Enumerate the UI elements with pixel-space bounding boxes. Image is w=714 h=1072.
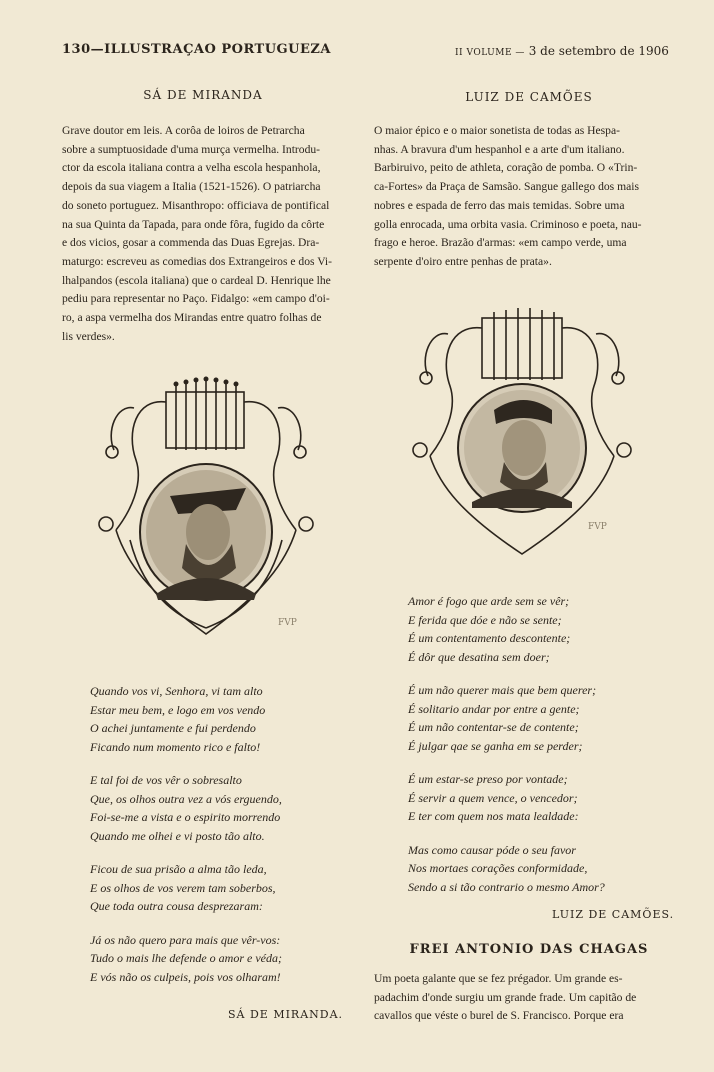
prose-line: na sua Quinta da Tapada, para onde fôra, fugido da côrte <box>62 217 325 231</box>
poem-line: É um não querer mais que bem querer; <box>408 683 597 697</box>
prose-line: sobre a sumptuosidade d'uma murça vermelha. Introdu- <box>62 142 321 156</box>
poem-line: Ficou de sua prisão a alma tão leda, <box>90 862 267 876</box>
sa-de-miranda-lyre-portrait <box>86 372 326 640</box>
prose-line: Grave doutor em leis. A corôa de loiros de Petrarcha <box>62 124 305 137</box>
prose-line: nobres e espada de ferro das mais temidas. Sobre uma <box>374 198 625 212</box>
left-prose <box>62 122 344 346</box>
header-title: 130—ILLUSTRAÇAO PORTUGUEZA <box>62 42 331 57</box>
left-title: SÁ DE MIRANDA <box>143 88 263 102</box>
poem-line: É julgar qae se ganha em se perder; <box>408 738 583 753</box>
poem-line: Ficando num momento rico e falto! <box>90 739 261 754</box>
prose-line: golla enrocada, uma orbita vasia. Criminoso e poeta, nau- <box>374 217 642 231</box>
prose-line: pediu para representar no Paço. Fidalgo: «em campo d'oi- <box>62 292 330 306</box>
poem-line: E tal foi de vos vêr o sobresalto <box>90 773 242 787</box>
left-signature: SÁ DE MIRANDA. <box>228 1008 344 1021</box>
poem-stanza <box>90 771 340 845</box>
prose-line: Barbiruivo, peito de athleta, coração de pomba. O «Trin- <box>374 161 638 175</box>
prose-line: ca-Fortes» da Praça de Samsão. Sangue gallego dos mais <box>374 180 639 194</box>
prose-line: serpente d'oiro entre penhas de prata». <box>374 254 552 268</box>
poem-line: É dôr que desatina sem doer; <box>408 649 550 664</box>
poem-line: É um não contentar-se de contente; <box>408 720 579 734</box>
prose-line: lis verdes». <box>62 329 115 343</box>
prose-line: O maior épico e o maior sonetista de todas as Hespa- <box>374 124 620 137</box>
prose-line: depois da sua viagem a Italia (1521-1526). O patriarcha <box>62 180 321 194</box>
sa-de-miranda-poem <box>90 682 340 1001</box>
poem-line: E vós não os culpeis, pois vos olharam! <box>90 969 281 984</box>
poem-stanza <box>408 592 678 666</box>
poem-stanza <box>90 682 340 756</box>
poem-line: Amor é fogo que arde sem se vêr; <box>408 594 570 608</box>
prose-line: nhas. A bravura d'um hespanhol e a arte d'um italiano. <box>374 142 625 156</box>
poem-line: Sendo a si tão contrario o mesmo Amor? <box>408 879 605 894</box>
prose-line: frago e heroe. Brazão d'armas: «em campo verde, uma <box>374 236 627 250</box>
poem-line: Quando me olhei e vi posto tão alto. <box>90 828 265 843</box>
poem-stanza <box>90 931 340 987</box>
poem-line: Foi-se-me a vista e o espirito morrendo <box>90 810 281 824</box>
prose-line: Um poeta galante que se fez prégador. Um grande es- <box>374 972 623 985</box>
right-signature: LUIZ DE CAMÕES. <box>552 908 675 921</box>
poem-line: É solitario andar por entre a gente; <box>408 701 580 716</box>
prose-line: cavallos que véste o burel de S. Francisco. Porque era <box>374 1009 624 1023</box>
poem-line: Nos mortaes corações conformidade, <box>408 861 588 875</box>
poem-stanza <box>408 770 678 826</box>
prose-line: maturgo: escreveu as comedias dos Extrangeiros e dos Vi- <box>62 254 332 268</box>
poem-stanza <box>90 860 340 916</box>
poem-line: É servir a quem vence, o vencedor; <box>408 790 578 805</box>
prose-line: ctor da escola italiana contra a velha escola hespanhola, <box>62 161 321 175</box>
poem-stanza <box>408 841 678 897</box>
poem-line: O achei juntamente e fui perdendo <box>90 721 256 735</box>
prose-line: e dos vicios, gosar a commenda das Duas Egrejas. Dra- <box>62 236 320 250</box>
poem-line: É um estar-se preso por vontade; <box>408 772 568 786</box>
header-volume: II VOLUME — <box>455 48 525 58</box>
monogram-right: FVP <box>588 522 607 532</box>
poem-line: Que toda outra cousa desprezaram: <box>90 899 263 913</box>
camoes-poem <box>408 592 678 911</box>
prose-line: ro, a aspa vermelha dos Mirandas entre quatro folhas de <box>62 311 322 325</box>
poem-line: Mas como causar póde o seu favor <box>408 842 576 857</box>
camoes-lyre-portrait <box>402 298 642 560</box>
frei-antonio-prose <box>374 970 674 1026</box>
frei-antonio-title: FREI ANTONIO DAS CHAGAS <box>409 942 649 957</box>
poem-line: E ferida que dóe e não se sente; <box>408 612 562 627</box>
poem-line: Já os não quero para mais que vêr-vos: <box>90 932 281 947</box>
poem-line: Estar meu bem, e logo em vos vendo <box>90 702 266 717</box>
right-title: LUIZ DE CAMÕES <box>465 90 593 104</box>
poem-line: Que, os olhos outra vez a vós erguendo, <box>90 791 282 806</box>
poem-stanza <box>408 681 678 755</box>
monogram-left: FVP <box>278 618 297 628</box>
poem-line: Quando vos vi, Senhora, vi tam alto <box>90 684 263 698</box>
poem-line: É um contentamento descontente; <box>408 631 571 645</box>
poem-line: Tudo o mais lhe defende o amor e véda; <box>90 951 282 965</box>
poem-line: E os olhos de vos verem tam soberbos, <box>90 880 276 895</box>
header-date-text: 3 de setembro de 1906 <box>528 44 669 58</box>
header-date <box>455 44 669 58</box>
prose-line: do soneto portuguez. Misanthropo: officiava de pontifical <box>62 198 330 212</box>
prose-line: lhalpandos (escola italiana) que o cardeal D. Henrique lhe <box>62 273 331 287</box>
poem-line: E ter com quem nos mata lealdade: <box>408 809 579 823</box>
prose-line: padachim d'onde surgiu um grande frade. Um capitão de <box>374 990 637 1004</box>
right-prose <box>374 122 674 272</box>
